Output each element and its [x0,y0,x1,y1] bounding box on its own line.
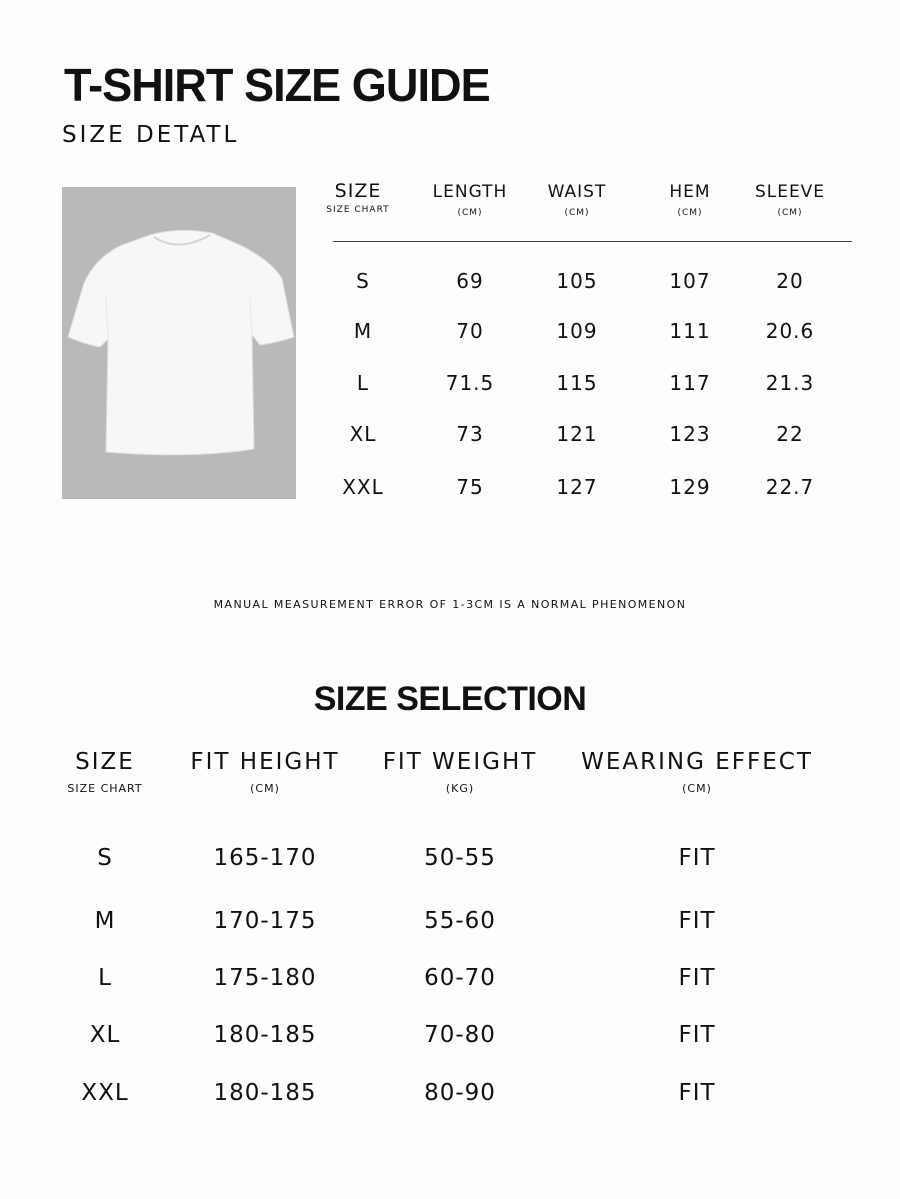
header-length: LENGTH (CM) [432,182,508,218]
cell-hem: 117 [669,371,711,395]
selection-header-size: SIZE SIZE CHART [67,749,143,795]
page-title: T-SHIRT SIZE GUIDE [64,59,490,111]
cell-wearing-effect: FIT [678,845,716,871]
cell-hem: 123 [669,422,711,446]
cell-sleeve: 20.6 [765,319,815,343]
cell-wearing-effect: FIT [678,1080,716,1106]
cell-hem: 111 [669,319,711,343]
cell-size: XL [89,1022,121,1048]
selection-header-fit-weight: FIT WEIGHT (KG) [382,749,538,795]
cell-size: L [356,371,370,395]
selection-header-fit-height: FIT HEIGHT (CM) [190,749,340,795]
cell-sleeve: 21.3 [765,371,815,395]
measurement-note: MANUAL MEASUREMENT ERROR OF 1-3CM IS A NORMAL PHENOMENON [213,598,687,611]
cell-fit-weight: 70-80 [424,1022,496,1048]
header-divider [333,241,852,242]
cell-sleeve: 20 [776,269,804,293]
header-size: SIZE SIZE CHART [326,180,390,215]
header-hem: HEM (CM) [669,182,711,218]
cell-waist: 105 [556,269,598,293]
cell-waist: 109 [556,319,598,343]
cell-size: S [356,269,370,293]
cell-size: S [97,845,113,871]
cell-length: 73 [456,422,484,446]
size-selection-title: SIZE SELECTION [313,680,587,718]
cell-length: 71.5 [445,371,495,395]
cell-waist: 127 [556,475,598,499]
cell-size: XXL [342,475,384,499]
cell-fit-height: 180-185 [213,1080,317,1106]
cell-sleeve: 22.7 [765,475,815,499]
cell-fit-height: 170-175 [213,908,317,934]
cell-hem: 129 [669,475,711,499]
product-photo [62,187,296,499]
cell-wearing-effect: FIT [678,965,716,991]
white-tshirt-icon [62,187,296,499]
selection-header-wearing-effect: WEARING EFFECT (CM) [581,749,813,795]
cell-wearing-effect: FIT [678,1022,716,1048]
cell-size: L [98,965,112,991]
cell-sleeve: 22 [776,422,804,446]
header-waist: WAIST (CM) [547,182,607,218]
cell-fit-height: 175-180 [213,965,317,991]
cell-fit-height: 180-185 [213,1022,317,1048]
cell-fit-weight: 80-90 [424,1080,496,1106]
cell-fit-weight: 55-60 [424,908,496,934]
size-detail-subtitle: SIZE DETATL [62,122,240,148]
cell-size: M [353,319,373,343]
cell-fit-height: 165-170 [213,845,317,871]
header-sleeve: SLEEVE (CM) [754,182,826,218]
cell-wearing-effect: FIT [678,908,716,934]
cell-waist: 121 [556,422,598,446]
cell-hem: 107 [669,269,711,293]
cell-length: 70 [456,319,484,343]
cell-length: 75 [456,475,484,499]
cell-fit-weight: 60-70 [424,965,496,991]
cell-size: XXL [81,1080,129,1106]
cell-size: M [94,908,116,934]
cell-size: XL [349,422,377,446]
cell-fit-weight: 50-55 [424,845,496,871]
cell-length: 69 [456,269,484,293]
cell-waist: 115 [556,371,598,395]
